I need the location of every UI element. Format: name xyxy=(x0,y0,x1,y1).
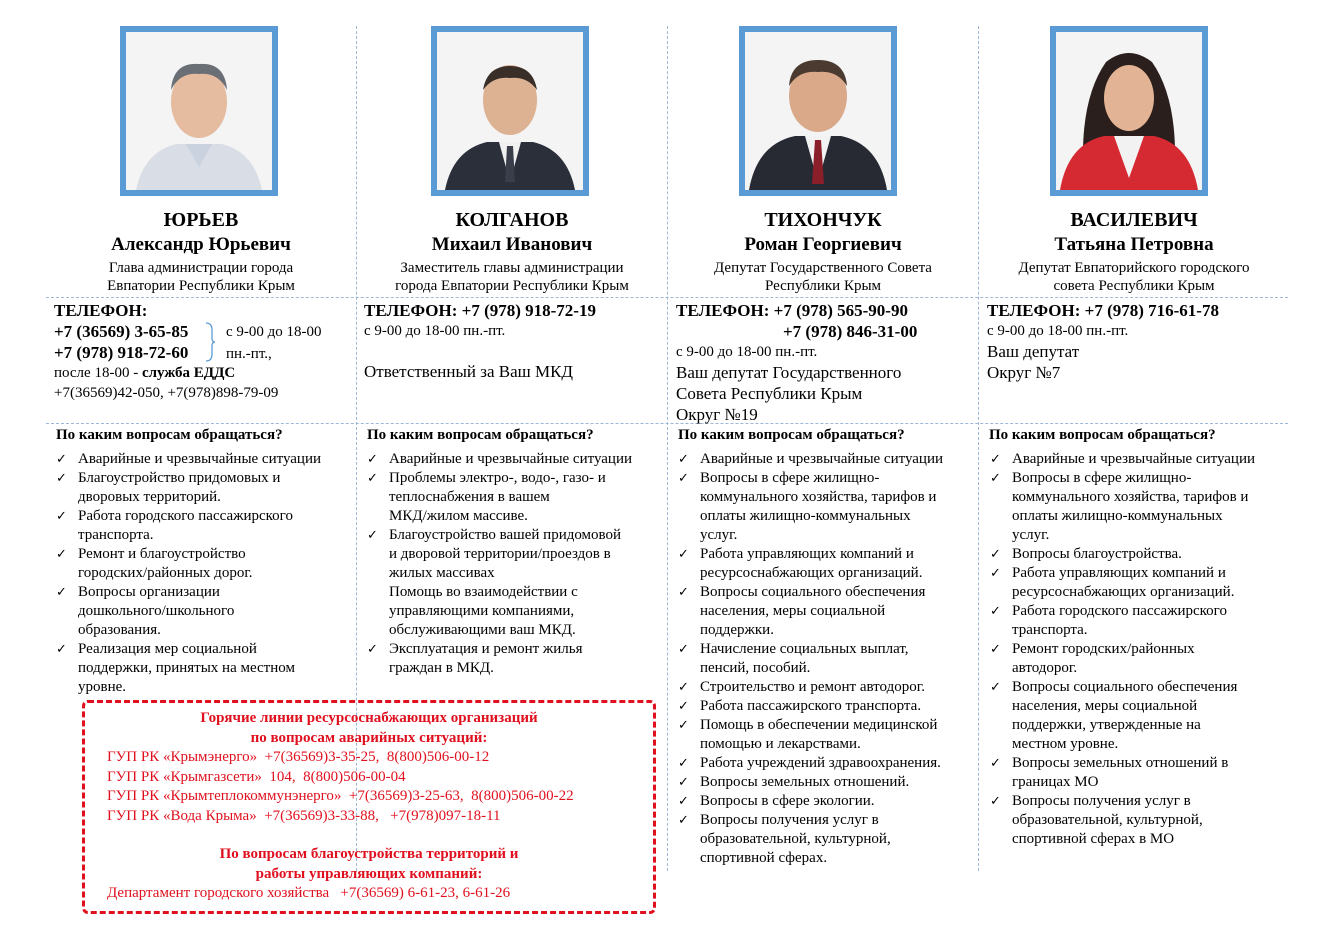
list-item: ✓ Работа пассажирского транспорта. xyxy=(676,697,976,716)
contact-block xyxy=(676,300,976,425)
list-item: ✓ Вопросы получения услуг в образовательной, культурной, спортивной сферах. xyxy=(676,811,976,868)
person-name: Татьяна Петровна xyxy=(1054,234,1214,255)
portrait-photo xyxy=(1050,26,1208,196)
list-item: ✓ Аварийные и чрезвычайные ситуации xyxy=(365,450,665,469)
list-item: ✓ Вопросы в сфере жилищно- коммунального хозяйства, тарифов и оплаты жилищно-коммунальных услуг. xyxy=(676,469,976,545)
row-divider xyxy=(46,297,1288,298)
questions-title: По каким вопросам обращаться? xyxy=(989,427,1216,443)
phone-label: ТЕЛЕФОН: xyxy=(54,301,148,320)
service-name: служба ЕДДС xyxy=(141,365,236,381)
deputy-note: Ваш депутат xyxy=(987,342,1080,361)
list-item: Помощь во взаимодействии с управляющими компаниями, обслуживающими ваш МКД. xyxy=(389,584,578,638)
phone-number: ТЕЛЕФОН: +7 (978) 565-90-90 xyxy=(676,301,908,320)
questions-list xyxy=(988,450,1288,849)
extra-phones: +7(36569)42-050, +7(978)898-79-09 xyxy=(54,385,279,401)
working-hours: с 9-00 до 18-00 пн.-пт. xyxy=(676,344,818,360)
list-item: ✓ Вопросы социального обеспечения населения, меры социальной поддержки. xyxy=(676,583,976,640)
improvement-subtitle: работы управляющих компаний: xyxy=(255,865,483,882)
list-item: ✓ Ремонт городских/районных автодорог. xyxy=(988,640,1288,678)
list-item: ✓ Вопросы в сфере жилищно- коммунального хозяйства, тарифов и оплаты жилищно-коммунальных услуг. xyxy=(988,469,1288,545)
list-item: ✓ Вопросы земельных отношений. xyxy=(676,773,976,792)
list-item: ✓ Работа городского пассажирского транспорта. xyxy=(988,602,1288,640)
contact-block xyxy=(364,300,664,382)
phone-number: ТЕЛЕФОН: +7 (978) 716-61-78 xyxy=(987,301,1219,320)
working-hours: с 9-00 до 18-00 пн.-пт. xyxy=(364,323,506,339)
questions-title: По каким вопросам обращаться? xyxy=(56,427,283,443)
person-position: Депутат Государственного Совета Республики Крым xyxy=(714,260,932,294)
person-name: Александр Юрьевич xyxy=(111,234,291,255)
brace-icon xyxy=(204,322,216,362)
list-item: ✓ Работа управляющих компаний и ресурсоснабжающих организаций. xyxy=(676,545,976,583)
list-item: ✓ Работа учреждений здравоохранения. xyxy=(676,754,976,773)
list-item: ✓ Помощь в обеспечении медицинской помощью и лекарствами. xyxy=(676,716,976,754)
questions-list xyxy=(676,450,976,868)
responsibility-note: Ответственный за Ваш МКД xyxy=(364,362,574,381)
portrait-photo xyxy=(431,26,589,196)
list-item: ✓ Вопросы организации дошкольного/школьного образования. xyxy=(54,583,356,640)
improvement-title: По вопросам благоустройства территорий и xyxy=(219,846,519,862)
column-divider xyxy=(978,26,979,871)
list-item: ✓ Эксплуатация и ремонт жилья граждан в МКД. xyxy=(365,640,665,678)
district-label: Округ №7 xyxy=(987,363,1061,382)
hotline-entry: ГУП РК «Вода Крыма» +7(36569)3-33-88, +7(978)097-18-11 xyxy=(107,807,501,824)
phone-number: +7 (978) 918-72-60 xyxy=(54,343,189,362)
column-divider xyxy=(667,26,668,871)
person-surname: КОЛГАНОВ xyxy=(455,209,569,231)
hotline-entry: ГУП РК «Крымэнерго» +7(36569)3-35-25, 8(800)506-00-12 xyxy=(107,749,490,765)
list-item: ✓ Аварийные и чрезвычайные ситуации xyxy=(988,450,1288,469)
hotlines-subtitle: по вопросам аварийных ситуаций: xyxy=(250,729,488,746)
portrait-photo xyxy=(739,26,897,196)
portrait-image xyxy=(745,32,891,190)
list-item: ✓ Вопросы социального обеспечения населения, меры социальной поддержки, утвержденные на местном уровне. xyxy=(988,678,1288,754)
person-position: Заместитель главы администрации города Евпатории Республики Крым xyxy=(395,260,629,294)
list-item: ✓ Строительство и ремонт автодорог. xyxy=(676,678,976,697)
department-entry: Департамент городского хозяйства +7(36569) 6-61-23, 6-61-26 xyxy=(107,885,511,901)
questions-list xyxy=(54,450,356,697)
contact-block xyxy=(987,300,1287,383)
person-position: Депутат Евпаторийского городского совета Республики Крым xyxy=(1018,260,1250,294)
phone-number: ТЕЛЕФОН: +7 (978) 918-72-19 xyxy=(364,301,596,320)
list-item: ✓ Проблемы электро-, водо-, газо- и теплоснабжения в вашем МКД/жилом массиве. xyxy=(365,469,665,526)
hotlines-box xyxy=(82,700,656,914)
portrait-image xyxy=(437,32,583,190)
list-item: ✓ Вопросы благоустройства. xyxy=(988,545,1288,564)
list-item: ✓ Начисление социальных выплат, пенсий, пособий. xyxy=(676,640,976,678)
hotline-entry: ГУП РК «Крымтеплокоммунэнерго» +7(36569)3-25-63, 8(800)506-00-22 xyxy=(107,788,574,804)
portrait-photo xyxy=(120,26,278,196)
list-item: ✓ Благоустройство вашей придомовой и дворовой территории/проездов в жилых массивах xyxy=(365,526,665,583)
list-item: ✓ Работа управляющих компаний и ресурсоснабжающих организаций. xyxy=(988,564,1288,602)
list-item: ✓ Аварийные и чрезвычайные ситуации xyxy=(54,450,356,469)
phone-number: +7 (978) 846-31-00 xyxy=(783,322,918,341)
list-item: ✓ Вопросы земельных отношений в границах МО xyxy=(988,754,1288,792)
district-label: Округ №19 xyxy=(676,405,758,424)
deputy-note: Ваш депутат Государственного xyxy=(676,363,902,382)
hotlines-title: Горячие линии ресурсоснабжающих организаций xyxy=(200,710,538,726)
questions-list xyxy=(365,450,665,678)
person-name: Роман Георгиевич xyxy=(744,234,902,255)
portrait-image xyxy=(1056,32,1202,190)
list-item: ✓ Вопросы в сфере экологии. xyxy=(676,792,976,811)
list-item: ✓ Аварийные и чрезвычайные ситуации xyxy=(676,450,976,469)
phone-number: +7 (36569) 3-65-85 xyxy=(54,322,189,341)
working-hours: с 9-00 до 18-00 пн.-пт. xyxy=(987,323,1129,339)
person-surname: ВАСИЛЕВИЧ xyxy=(1070,209,1198,231)
hotline-entry: ГУП РК «Крымгазсети» 104, 8(800)506-00-04 xyxy=(107,768,406,785)
list-item: ✓ Работа городского пассажирского транспорта. xyxy=(54,507,356,545)
person-surname: ЮРЬЕВ xyxy=(163,209,239,231)
person-surname: ТИХОНЧУК xyxy=(764,209,882,231)
list-item: ✓ Реализация мер социальной поддержки, принятых на местном уровне. xyxy=(54,640,356,697)
deputy-note: Совета Республики Крым xyxy=(676,384,863,403)
list-item: ✓ Вопросы получения услуг в образовательной, культурной, спортивной сферах в МО xyxy=(988,792,1288,849)
list-item: ✓ Ремонт и благоустройство городских/районных дорог. xyxy=(54,545,356,583)
person-position: Глава администрации города Евпатории Республики Крым xyxy=(107,260,295,294)
portrait-image xyxy=(126,32,272,190)
person-name: Михаил Иванович xyxy=(431,234,593,255)
list-item: ✓ Благоустройство придомовых и дворовых территорий. xyxy=(54,469,356,507)
row-divider xyxy=(46,423,1288,424)
contact-block: ТЕЛЕФОН: +7 (36569) 3-65-85 с 9-00 до 18-00 +7 (978) 918-72-60 пн.-пт., после 18-00 - служба ЕДДС +7(36569)42-050, +7(978)898-79-09 xyxy=(54,300,354,403)
questions-title: По каким вопросам обращаться? xyxy=(678,427,905,443)
questions-title: По каким вопросам обращаться? xyxy=(367,427,594,443)
